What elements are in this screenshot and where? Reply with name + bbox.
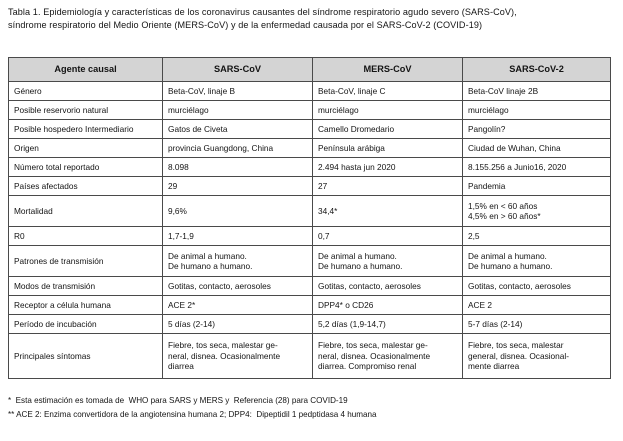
cell-line: provincia Guangdong, China (168, 142, 274, 153)
cell-mers (313, 334, 463, 379)
cell-line: general, disnea. Ocasional- (468, 350, 570, 361)
cell-line: 1,7-1,9 (168, 230, 194, 241)
column-header-agente-causal: Agente causal (9, 58, 163, 82)
cell-line: murciélago (468, 104, 509, 115)
row-label: Modos de transmisión (9, 277, 163, 296)
row-label: Número total reportado (9, 158, 163, 177)
table-row (9, 120, 611, 139)
cell-sars (163, 120, 313, 139)
table-footnotes (8, 394, 613, 421)
table-row (9, 277, 611, 296)
cell-sars (163, 82, 313, 101)
cell-cov2 (463, 315, 611, 334)
cell-sars (163, 227, 313, 246)
cell-mers (313, 296, 463, 315)
cell-line: Ciudad de Wuhan, China (468, 142, 561, 153)
cell-mers (313, 315, 463, 334)
cell-line: De animal a humano. (168, 250, 247, 261)
cell-mers (313, 82, 463, 101)
cell-mers (313, 139, 463, 158)
cell-sars (163, 277, 313, 296)
cell-line: 8.155.256 a Junio16, 2020 (468, 161, 567, 172)
row-label: Mortalidad (9, 196, 163, 227)
cell-line: 2.494 hasta jun 2020 (318, 161, 396, 172)
cell-cov2 (463, 120, 611, 139)
caption-line-1: Tabla 1. Epidemiología y características de los coronavirus causantes del síndrome respiratorio agudo severo (SARS-CoV), (8, 7, 517, 17)
cell-line: Beta-CoV, linaje C (318, 85, 386, 96)
table-row (9, 334, 611, 379)
cell-cov2 (463, 82, 611, 101)
cell-line: 9,6% (168, 205, 187, 216)
cell-cov2 (463, 177, 611, 196)
table-row (9, 296, 611, 315)
cell-cov2 (463, 101, 611, 120)
row-label: Período de incubación (9, 315, 163, 334)
cell-line: Fiebre, tos seca, malestar ge- (318, 340, 428, 351)
cell-line: diarrea. Compromiso renal (318, 361, 417, 372)
cell-sars (163, 177, 313, 196)
cell-sars (163, 196, 313, 227)
cell-line: 0,7 (318, 230, 330, 241)
table-row (9, 227, 611, 246)
cell-line: murciélago (318, 104, 359, 115)
comparison-table-wrapper (8, 57, 610, 379)
cell-sars (163, 158, 313, 177)
table-row (9, 101, 611, 120)
cell-mers (313, 246, 463, 277)
footnote-double-asterisk: ** ACE 2: Enzima convertidora de la angiotensina humana 2; DPP4: Dipeptidil 1 pedptidasa 4 humana (8, 409, 377, 419)
row-label: Género (9, 82, 163, 101)
cell-line: Gatos de Civeta (168, 123, 228, 134)
cell-cov2 (463, 227, 611, 246)
cell-line: Beta-CoV, linaje B (168, 85, 236, 96)
cell-line: Beta-CoV linaje 2B (468, 85, 539, 96)
cell-line: 29 (168, 180, 178, 191)
cell-sars (163, 139, 313, 158)
table-header-row (9, 58, 611, 82)
cell-mers (313, 227, 463, 246)
cell-mers (313, 177, 463, 196)
cell-line: Península arábiga (318, 142, 385, 153)
cell-line: De animal a humano. (318, 250, 397, 261)
cell-line: De animal a humano. (468, 250, 547, 261)
table-caption (8, 6, 613, 32)
table-row (9, 82, 611, 101)
table-row (9, 196, 611, 227)
cell-mers (313, 120, 463, 139)
column-header-sars-cov: SARS-CoV (163, 58, 313, 82)
cell-cov2 (463, 334, 611, 379)
row-label: Receptor a célula humana (9, 296, 163, 315)
cell-mers (313, 277, 463, 296)
cell-line: diarrea (168, 361, 194, 372)
cell-line: murciélago (168, 104, 209, 115)
cell-mers (313, 196, 463, 227)
cell-sars (163, 315, 313, 334)
cell-line: DPP4* o CD26 (318, 299, 374, 310)
row-label: R0 (9, 227, 163, 246)
cell-line: Fiebre, tos seca, malestar (468, 340, 564, 351)
cell-mers (313, 158, 463, 177)
cell-sars (163, 246, 313, 277)
row-label: Patrones de transmisión (9, 246, 163, 277)
cell-sars (163, 101, 313, 120)
cell-line: Gotitas, contacto, aerosoles (468, 280, 571, 291)
row-label: Posible hospedero Intermediario (9, 120, 163, 139)
table-body (9, 82, 611, 379)
cell-line: 8.098 (168, 161, 189, 172)
cell-line: 5,2 días (1,9-14,7) (318, 318, 386, 329)
cell-line: 2,5 (468, 230, 480, 241)
cell-line: 27 (318, 180, 328, 191)
cell-line: De humano a humano. (468, 261, 553, 271)
table-row (9, 139, 611, 158)
row-label: Países afectados (9, 177, 163, 196)
table-row (9, 315, 611, 334)
cell-line: Pandemia (468, 180, 506, 191)
coronavirus-comparison-table (8, 57, 611, 379)
cell-line: 1,5% en < 60 años (468, 200, 538, 211)
cell-line: De humano a humano. (318, 261, 403, 271)
caption-line-2: síndrome respiratorio del Medio Oriente (MERS-CoV) y de la enfermedad causada por el SARS-CoV-2 (COVID-19) (8, 20, 483, 30)
cell-sars (163, 334, 313, 379)
table-head (9, 58, 611, 82)
row-label: Origen (9, 139, 163, 158)
cell-cov2 (463, 158, 611, 177)
row-label: Principales síntomas (9, 334, 163, 379)
column-header-sars-cov-2: SARS-CoV-2 (463, 58, 611, 82)
cell-line: Gotitas, contacto, aerosoles (168, 280, 271, 291)
cell-cov2 (463, 296, 611, 315)
column-header-mers-cov: MERS-CoV (313, 58, 463, 82)
cell-line: mente diarrea (468, 361, 520, 372)
table-row (9, 246, 611, 277)
cell-cov2 (463, 139, 611, 158)
cell-line: Camello Dromedario (318, 123, 395, 134)
cell-line: 4,5% en > 60 años* (468, 211, 541, 221)
footnote-single-asterisk: * Esta estimación es tomada de WHO para SARS y MERS y Referencia (28) para COVID-19 (8, 396, 348, 405)
cell-mers (313, 101, 463, 120)
cell-cov2 (463, 277, 611, 296)
table-row (9, 158, 611, 177)
cell-line: 34,4* (318, 205, 338, 216)
cell-line: Fiebre, tos seca, malestar ge- (168, 340, 278, 351)
cell-sars (163, 296, 313, 315)
cell-line: De humano a humano. (168, 261, 253, 271)
cell-cov2 (463, 246, 611, 277)
cell-line: ACE 2* (168, 299, 196, 310)
cell-line: Gotitas, contacto, aerosoles (318, 280, 421, 291)
cell-line: ACE 2 (468, 299, 492, 310)
table-row (9, 177, 611, 196)
row-label: Posible reservorio natural (9, 101, 163, 120)
cell-line: 5-7 días (2-14) (468, 318, 523, 329)
cell-line: Pangolín? (468, 123, 506, 134)
cell-cov2 (463, 196, 611, 227)
cell-line: 5 días (2-14) (168, 318, 216, 329)
cell-line: neral, disnea. Ocasionalmente (318, 350, 431, 361)
cell-line: neral, disnea. Ocasionalmente (168, 350, 281, 361)
